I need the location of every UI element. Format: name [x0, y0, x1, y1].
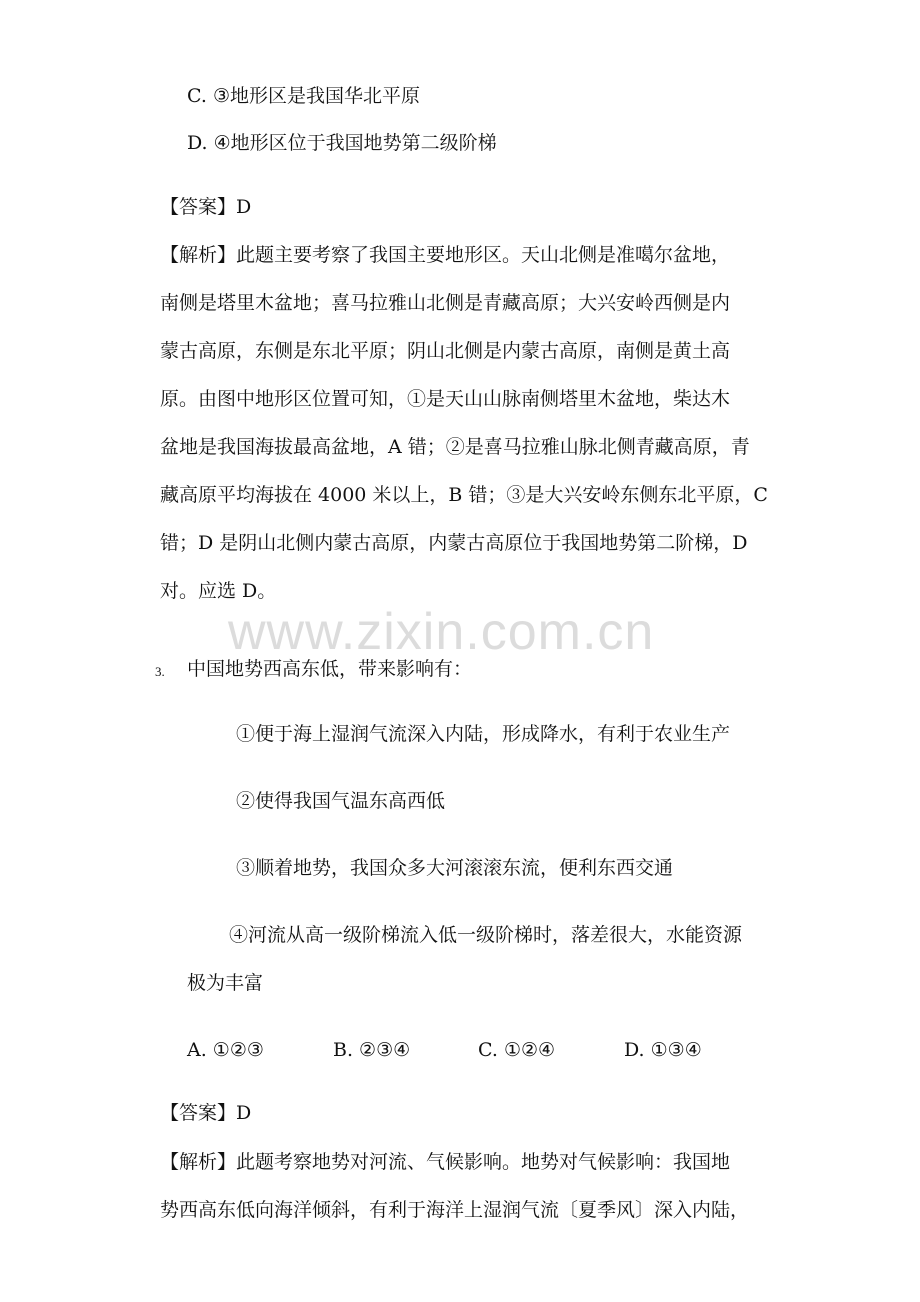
q3-answer: 【答案】D — [160, 1102, 252, 1124]
analysis-line: 势西高东低向海洋倾斜，有利于海洋上湿润气流〔夏季风〕深入内陆， — [160, 1199, 750, 1221]
prev-option-d: D. ④地形区位于我国地势第二级阶梯 — [187, 132, 497, 154]
option-d[interactable]: D. ①③④ — [624, 1039, 702, 1061]
prev-option-c: C. ③地形区是我国华北平原 — [187, 85, 420, 107]
statement-item: ③顺着地势，我国众多大河滚滚东流，便利东西交通 — [236, 857, 674, 879]
question-stem: 中国地势西高东低，带来影响有： — [187, 658, 473, 680]
option-a[interactable]: A. ①②③ — [187, 1039, 264, 1061]
analysis-line: 藏高原平均海拔在 4000 米以上，B 错；③是大兴安岭东侧东北平原，C — [160, 484, 768, 506]
statement-item: ②使得我国气温东高西低 — [236, 790, 446, 812]
statement-item: ④河流从高一级阶梯流入低一级阶梯时，落差很大，水能资源 — [229, 924, 743, 946]
statement-item: ①便于海上湿润气流深入内陆，形成降水，有利于农业生产 — [236, 723, 731, 745]
analysis-line: 对。应选 D。 — [160, 580, 277, 602]
question-number: 3. — [155, 664, 165, 679]
analysis-line: 错；D 是阴山北侧内蒙古高原，内蒙古高原位于我国地势第二阶梯，D — [160, 532, 748, 554]
option-b[interactable]: B. ②③④ — [333, 1039, 411, 1061]
watermark: www.zixin.com.cn — [228, 603, 655, 661]
prev-answer: 【答案】D — [160, 196, 252, 218]
option-c[interactable]: C. ①②④ — [478, 1039, 556, 1061]
analysis-line: 盆地是我国海拔最高盆地，A 错；②是喜马拉雅山脉北侧青藏高原，青 — [160, 436, 750, 458]
analysis-line: 【解析】此题考察地势对河流、气候影响。地势对气候影响：我国地 — [160, 1151, 731, 1173]
analysis-line: 原。由图中地形区位置可知，①是天山山脉南侧塔里木盆地，柴达木 — [160, 388, 731, 410]
analysis-line: 蒙古高原，东侧是东北平原；阴山北侧是内蒙古高原，南侧是黄土高 — [160, 340, 731, 362]
analysis-line: 【解析】此题主要考察了我国主要地形区。天山北侧是准噶尔盆地， — [160, 244, 731, 266]
analysis-line: 南侧是塔里木盆地；喜马拉雅山北侧是青藏高原；大兴安岭西侧是内 — [160, 292, 731, 314]
statement-item: 极为丰富 — [187, 972, 264, 994]
